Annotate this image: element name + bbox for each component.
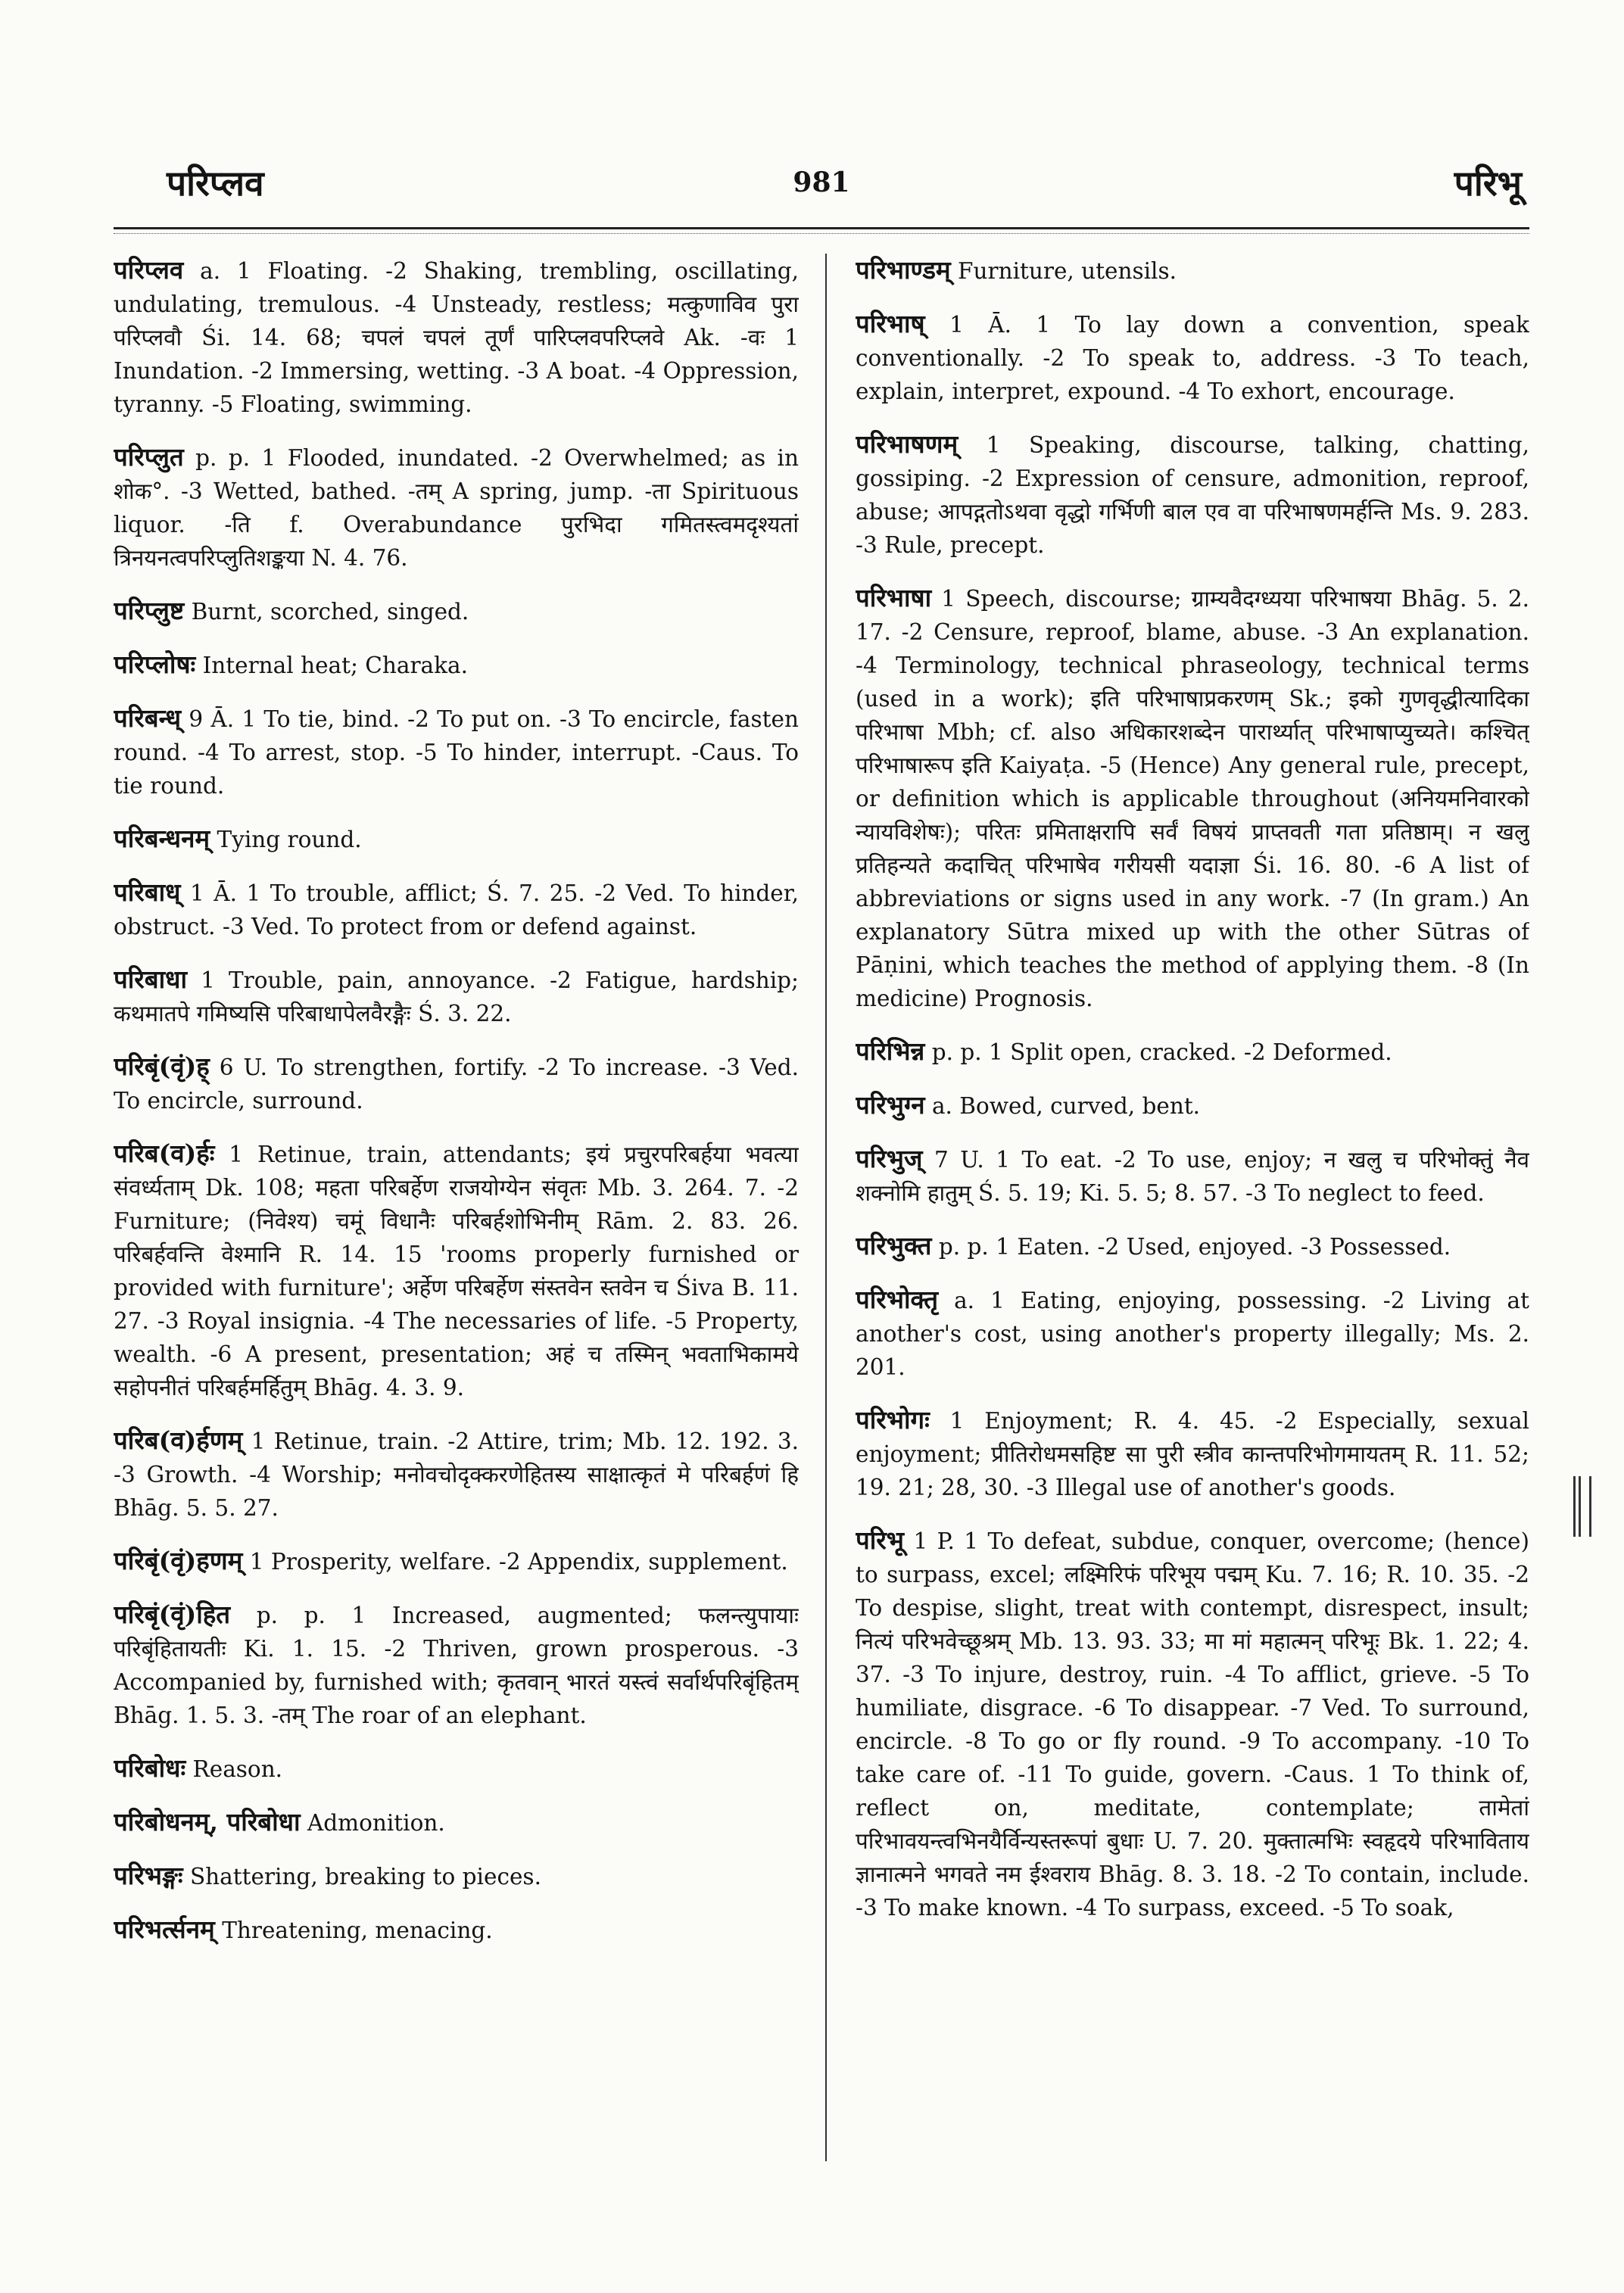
dictionary-entry <box>114 1752 799 1786</box>
dictionary-entry <box>114 1859 799 1893</box>
dictionary-entry <box>114 254 799 421</box>
entry-definition: p. p. 1 Split open, cracked. -2 Deformed. <box>931 1039 1392 1065</box>
entry-headword: परिबृं(वृं)हित <box>114 1600 231 1629</box>
entry-definition: 1 Enjoyment; R. 4. 45. -2 Especially, sexual enjoyment; प्रीतिरोधमसहिष्ट सा पुरी स्त्रीव कान्तपरिभोगमायतम् R. 11. 52; 19. 21; 28, 30. -3 Illegal use of another's goods. <box>856 1408 1529 1500</box>
entry-headword: परिबन्धनम् <box>114 824 210 853</box>
entry-headword: परिप्लुष्ट <box>114 596 185 625</box>
entry-headword: परिभुक्त <box>856 1231 932 1260</box>
entry-headword: परिभाण्डम् <box>856 255 951 285</box>
dictionary-entry <box>114 963 799 1030</box>
entry-definition: p. p. 1 Flooded, inundated. -2 Overwhelmed; as in शोक°. -3 Wetted, bathed. -तम् A spring, jump. -ता Spirituous liquor. -ति f. Overabundance पुरभिदा गमितस्त्वमदृश्यतां त्रिनयनत्वपरिप्लुतिशङ्कया N. 4. 76. <box>114 445 799 571</box>
entry-headword: परिबाधा <box>114 964 188 994</box>
entry-definition: Threatening, menacing. <box>222 1918 493 1943</box>
entry-headword: परिबृं(वृं)ह् <box>114 1051 210 1081</box>
margin-thumb-index-mark <box>1573 1476 1591 1537</box>
dictionary-entry <box>114 876 799 943</box>
entry-definition: 1 P. 1 To defeat, subdue, conquer, overcome; (hence) to surpass, excel; लक्ष्मिरिफं परिभूय पद्मम् Ku. 7. 16; R. 10. 35. -2 To despise, slight, treat with contempt, disrespect, insult; नित्यं परिभवेच्छूश्रम् Mb. 13. 93. 33; मा मां महात्मन् परिभूः Bk. 1. 22; 4. 37. -3 To injure, destroy, ruin. -4 To afflict, grieve. -5 To humiliate, disgrace. -6 To disappear. -7 Ved. To surround, encircle. -8 To go or fly round. -9 To accompany. -10 To take care of. -11 To guide, govern. -Caus. 1 To think of, reflect on, meditate, contemplate; तामेतां परिभावयन्त्वभिनयैर्विन्यस्तरूपां बुधाः U. 7. 20. मुक्तात्मभिः स्वहृदये परिभाविताय ज्ञानात्मने भगवते नम ईश्वराय Bhāg. 8. 3. 18. -2 To contain, include. -3 To make known. -4 To surpass, exceed. -5 To soak, <box>856 1528 1529 1921</box>
dictionary-entry <box>856 1229 1529 1263</box>
entry-definition: 1 Prosperity, welfare. -2 Appendix, supplement. <box>249 1549 788 1575</box>
dictionary-entry <box>114 648 799 682</box>
entry-headword: परिभुग्न <box>856 1090 925 1120</box>
column-divider <box>825 254 827 2161</box>
entry-definition: 1 Speech, discourse; ग्राम्यवैदग्ध्यया परिभाषया Bhāg. 5. 2. 17. -2 Censure, reproof, blame, abuse. -3 An explanation. -4 Terminology, technical phraseology, technical terms (used in a work); इति परिभाषाप्रकरणम् Sk.; इको गुणवृद्धीत्यादिका परिभाषा Mbh; cf. also अधिकारशब्देन पारार्थ्यात् परिभाषाप्युच्यते। कश्चित् परिभाषारूप इति Kaiyaṭa. -5 (Hence) Any general rule, precept, or definition which is applicable throughout (अनियमनिवारको न्यायविशेषः); परितः प्रमिताक्षरापि सर्वं विषयं प्राप्तवती गता प्रतिष्ठाम्। न खलु प्रतिहन्यते कदाचित् परिभाषेव गरीयसी यदाज्ञा Śi. 16. 80. -6 A list of abbreviations or signs used in any work. -7 (In gram.) An explanatory Sūtra mixed up with the other Sūtras of Pāṇini, which teaches the method of applying them. -8 (In medicine) Prognosis. <box>856 586 1529 1011</box>
entry-headword: परिबृं(वृं)हणम् <box>114 1546 243 1575</box>
dictionary-entry <box>114 1050 799 1117</box>
entry-headword: परिप्लुत <box>114 442 184 472</box>
dictionary-entry <box>114 702 799 802</box>
dictionary-entry <box>114 1544 799 1578</box>
dictionary-entry <box>856 1404 1529 1504</box>
page-header <box>114 159 1529 220</box>
entry-definition: 1 Ā. 1 To lay down a convention, speak conventionally. -2 To speak to, address. -3 To teach, explain, interpret, expound. -4 To exhort, encourage. <box>856 312 1529 404</box>
entry-definition: 1 Retinue, train, attendants; इयं प्रचुरपरिबर्हया भवत्या संवर्ध्यताम् Dk. 108; महता परिबर्हेण राजयोग्येन संवृतः Mb. 3. 264. 7. -2 Furniture; (निवेश्य) चमूं विधानैः परिबर्हशोभिनीम् Rām. 2. 83. 26. परिबर्हवन्ति वेश्मानि R. 14. 15 'rooms properly furnished or provided with furniture'; अर्हेण परिबर्हेण संस्तवेन स्तवेन च Śiva B. 11. 27. -3 Royal insignia. -4 The necessaries of life. -5 Property, wealth. -6 A present, presentation; अहं च तस्मिन् भवताभिकामये सहोपनीतं परिबर्हमर्हितुम् Bhāg. 4. 3. 9. <box>114 1142 799 1400</box>
dictionary-entry <box>114 1424 799 1525</box>
dictionary-entry <box>856 1142 1529 1210</box>
page-number: 981 <box>793 167 850 198</box>
dictionary-entry <box>114 1598 799 1732</box>
dictionary-entry <box>856 1035 1529 1069</box>
entry-headword: परिब(व)र्हणम् <box>114 1425 243 1455</box>
entry-definition: Admonition. <box>307 1810 445 1836</box>
entry-headword: परिप्लोषः <box>114 650 196 679</box>
entry-headword: परिभाषणम् <box>856 429 959 459</box>
running-head-right: परिभू <box>1454 163 1522 204</box>
dictionary-entry <box>856 254 1529 288</box>
entry-definition: Internal heat; Charaka. <box>202 653 468 678</box>
dictionary-entry <box>114 1137 799 1404</box>
dictionary-entry <box>856 428 1529 562</box>
dictionary-entry <box>856 581 1529 1015</box>
dictionary-entry <box>856 1089 1529 1123</box>
entry-headword: परिभोगः <box>856 1405 930 1435</box>
running-head-left: परिप्लव <box>167 163 264 204</box>
entry-headword: परिप्लव <box>114 255 184 285</box>
right-column <box>856 254 1529 2172</box>
entry-headword: परिभङ्गः <box>114 1861 183 1890</box>
dictionary-entry <box>114 441 799 575</box>
entry-headword: परिभोक्तृ <box>856 1285 939 1314</box>
left-column <box>114 254 799 2172</box>
entry-definition: 1 Ā. 1 To trouble, afflict; Ś. 7. 25. -2 Ved. To hinder, obstruct. -3 Ved. To protect from or defend against. <box>114 880 799 939</box>
entry-headword: परिभू <box>856 1525 904 1555</box>
entry-definition: p. p. 1 Increased, augmented; फलन्त्युपायाः परिबृंहितायतीः Ki. 1. 15. -2 Thriven, grown prosperous. -3 Accompanied by, furnished with; कृतवान् भारतं यस्त्वं सर्वार्थपरिबृंहितम् Bhāg. 1. 5. 3. -तम् The roar of an elephant. <box>114 1603 799 1728</box>
entry-headword: परिभाष् <box>856 309 925 338</box>
entry-headword: परिब(व)र्हः <box>114 1139 215 1168</box>
entry-headword: परिभुज् <box>856 1144 923 1173</box>
dictionary-entry <box>856 307 1529 408</box>
entry-definition: a. 1 Floating. -2 Shaking, trembling, oscillating, undulating, tremulous. -4 Unsteady, restless; मत्कुणाविव पुरा परिप्लवौ Śi. 14. 68; चपलं चपलं तूर्णं पारिप्लवपरिप्लवे Ak. -वः 1 Inundation. -2 Immersing, wetting. -3 A boat. -4 Oppression, tyranny. -5 Floating, swimming. <box>114 258 799 417</box>
entry-definition: 6 U. To strengthen, fortify. -2 To increase. -3 Ved. To encircle, surround. <box>114 1055 799 1114</box>
entry-definition: 1 Speaking, discourse, talking, chatting, gossiping. -2 Expression of censure, admonition, reproof, abuse; आपद्गतोऽथवा वृद्धो गर्भिणी बाल एव वा परिभाषणमर्हन्ति Ms. 9. 283. -3 Rule, precept. <box>856 432 1529 558</box>
entry-definition: Furniture, utensils. <box>958 258 1177 284</box>
dictionary-entry <box>856 1283 1529 1384</box>
entry-definition: Reason. <box>192 1756 283 1782</box>
entry-headword: परिबोधनम्, परिबोधा <box>114 1807 301 1837</box>
entry-definition: Shattering, breaking to pieces. <box>189 1864 541 1890</box>
entry-definition: Burnt, scorched, singed. <box>191 599 469 625</box>
header-dotted-rule <box>114 233 1529 234</box>
entry-headword: परिभर्त्सनम् <box>114 1914 215 1944</box>
dictionary-entry <box>114 822 799 856</box>
dictionary-entry <box>114 1913 799 1947</box>
entry-headword: परिबन्ध् <box>114 703 182 733</box>
header-rule <box>114 227 1529 229</box>
entry-headword: परिभाषा <box>856 583 932 612</box>
entry-definition: a. Bowed, curved, bent. <box>931 1093 1201 1119</box>
entry-definition: a. 1 Eating, enjoying, possessing. -2 Living at another's cost, using another's property illegally; Ms. 2. 201. <box>856 1288 1529 1380</box>
dictionary-entry <box>114 1805 799 1840</box>
entry-definition: 9 Ā. 1 To tie, bind. -2 To put on. -3 To encircle, fasten round. -4 To arrest, stop. -5 To hinder, interrupt. -Caus. To tie round. <box>114 706 799 799</box>
dictionary-entry <box>114 594 799 628</box>
entry-definition: p. p. 1 Eaten. -2 Used, enjoyed. -3 Possessed. <box>938 1234 1451 1260</box>
entry-headword: परिबाध् <box>114 877 181 907</box>
entry-definition: 1 Trouble, pain, annoyance. -2 Fatigue, hardship; कथमातपे गमिष्यसि परिबाधापेलवैरङ्गैः Ś. 3. 22. <box>114 967 799 1027</box>
entry-definition: 7 U. 1 To eat. -2 To use, enjoy; न खलु च परिभोक्तुं नैव शक्नोमि हातुम् Ś. 5. 19; Ki. 5. 5; 8. 57. -3 To neglect to feed. <box>856 1147 1529 1206</box>
dictionary-entry <box>856 1524 1529 1924</box>
entry-definition: 1 Retinue, train. -2 Attire, trim; Mb. 12. 192. 3. -3 Growth. -4 Worship; मनोवचोदृक्करणेहितस्य साक्षात्कृतं मे परिबर्हणं हि Bhāg. 5. 5. 27. <box>114 1428 799 1521</box>
entry-headword: परिभिन्न <box>856 1036 925 1066</box>
entry-headword: परिबोधः <box>114 1753 186 1783</box>
entry-definition: Tying round. <box>217 827 362 852</box>
